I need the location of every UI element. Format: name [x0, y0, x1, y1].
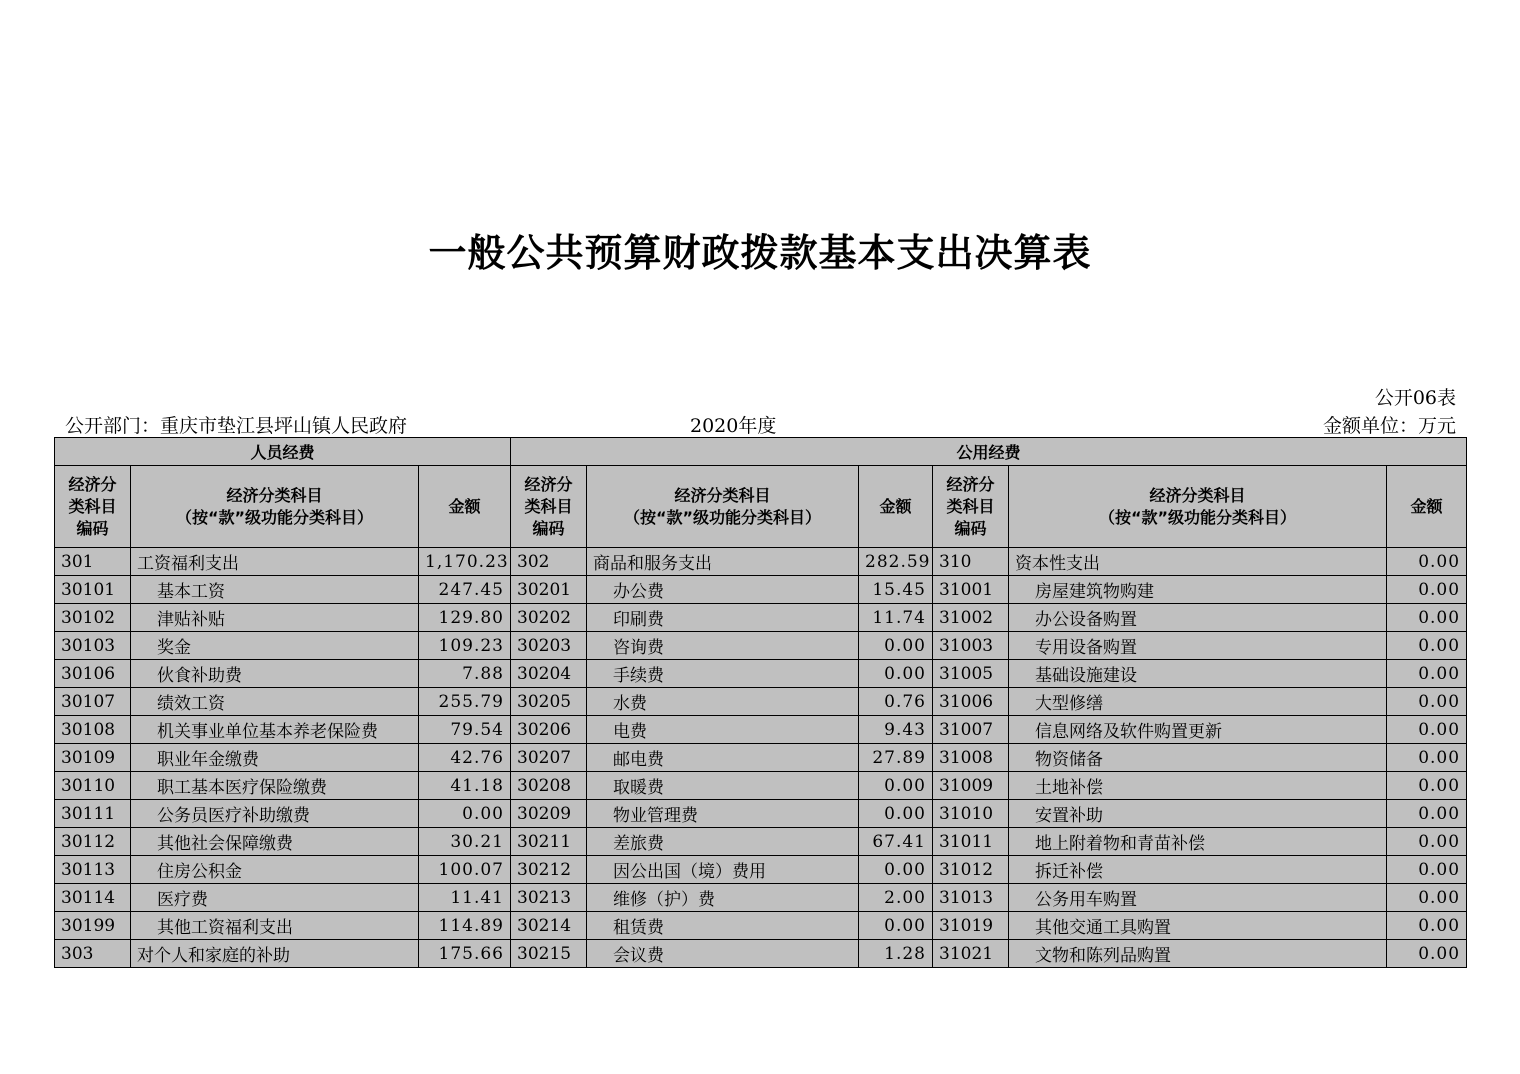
public-code-cell: 30204 — [511, 660, 587, 688]
capital-amount-cell: 0.00 — [1387, 688, 1467, 716]
page-title: 一般公共预算财政拨款基本支出决算表 — [428, 231, 1092, 275]
public-code-cell: 30214 — [511, 912, 587, 940]
personnel-name-cell: 机关事业单位基本养老保险费 — [131, 716, 419, 744]
table-row — [55, 744, 1467, 772]
personnel-name-cell: 伙食补助费 — [131, 660, 419, 688]
table-row — [55, 828, 1467, 856]
col-name-line2: （按“款”级功能分类科目） — [1098, 507, 1297, 527]
col-code-header: 经济分类科目编码 — [933, 466, 1009, 548]
table-row — [55, 688, 1467, 716]
public-code-cell: 30213 — [511, 884, 587, 912]
public-name-cell: 电费 — [587, 716, 859, 744]
table-row — [55, 576, 1467, 604]
capital-amount-cell: 0.00 — [1387, 772, 1467, 800]
table-row — [55, 716, 1467, 744]
personnel-code-cell: 30107 — [55, 688, 131, 716]
department-label: 公开部门：重庆市垫江县坪山镇人民政府 — [65, 415, 408, 437]
capital-name-cell: 土地补偿 — [1009, 772, 1387, 800]
personnel-code-cell: 30110 — [55, 772, 131, 800]
capital-amount-cell: 0.00 — [1387, 576, 1467, 604]
public-code-cell: 30205 — [511, 688, 587, 716]
public-name-cell: 办公费 — [587, 576, 859, 604]
public-amount-cell: 15.45 — [859, 576, 933, 604]
capital-code-cell: 31005 — [933, 660, 1009, 688]
personnel-code-cell: 30102 — [55, 604, 131, 632]
personnel-code-cell: 30106 — [55, 660, 131, 688]
personnel-name-cell: 工资福利支出 — [131, 548, 419, 576]
public-code-cell: 30202 — [511, 604, 587, 632]
unit-label: 金额单位：万元 — [1322, 415, 1456, 437]
public-name-cell: 物业管理费 — [587, 800, 859, 828]
capital-code-cell: 31010 — [933, 800, 1009, 828]
col-code-header: 经济分类科目编码 — [511, 466, 587, 548]
personnel-code-cell: 30109 — [55, 744, 131, 772]
col-amount-header: 金额 — [419, 466, 511, 548]
capital-name-cell: 文物和陈列品购置 — [1009, 940, 1387, 968]
col-amount-header: 金额 — [859, 466, 933, 548]
expenditure-table — [54, 437, 1467, 968]
personnel-amount-cell: 175.66 — [419, 940, 511, 968]
group-header-row — [55, 438, 1467, 466]
personnel-code-cell: 30108 — [55, 716, 131, 744]
personnel-name-cell: 绩效工资 — [131, 688, 419, 716]
public-amount-cell: 67.41 — [859, 828, 933, 856]
personnel-amount-cell: 11.41 — [419, 884, 511, 912]
public-code-cell: 30207 — [511, 744, 587, 772]
table-row — [55, 940, 1467, 968]
personnel-name-cell: 公务员医疗补助缴费 — [131, 800, 419, 828]
capital-code-cell: 31009 — [933, 772, 1009, 800]
personnel-name-cell: 津贴补贴 — [131, 604, 419, 632]
capital-code-cell: 31008 — [933, 744, 1009, 772]
table-row — [55, 856, 1467, 884]
col-amount-header: 金额 — [1387, 466, 1467, 548]
col-name-line1: 经济分类科目 — [226, 485, 323, 505]
capital-name-cell: 安置补助 — [1009, 800, 1387, 828]
table-row — [55, 632, 1467, 660]
year-label: 2020年度 — [690, 415, 777, 437]
capital-name-cell: 专用设备购置 — [1009, 632, 1387, 660]
public-code-cell: 30201 — [511, 576, 587, 604]
personnel-amount-cell: 41.18 — [419, 772, 511, 800]
personnel-name-cell: 住房公积金 — [131, 856, 419, 884]
capital-name-cell: 信息网络及软件购置更新 — [1009, 716, 1387, 744]
capital-code-cell: 31007 — [933, 716, 1009, 744]
table-row — [55, 660, 1467, 688]
capital-code-cell: 31019 — [933, 912, 1009, 940]
form-number: 公开06表 — [1374, 387, 1456, 409]
public-amount-cell: 0.00 — [859, 912, 933, 940]
capital-name-cell: 地上附着物和青苗补偿 — [1009, 828, 1387, 856]
personnel-amount-cell: 129.80 — [419, 604, 511, 632]
personnel-amount-cell: 30.21 — [419, 828, 511, 856]
capital-name-cell: 资本性支出 — [1009, 548, 1387, 576]
capital-name-cell: 大型修缮 — [1009, 688, 1387, 716]
public-amount-cell: 0.00 — [859, 660, 933, 688]
col-name-header — [1009, 466, 1387, 548]
table-row — [55, 604, 1467, 632]
public-amount-cell: 9.43 — [859, 716, 933, 744]
public-code-cell: 30203 — [511, 632, 587, 660]
public-code-cell: 30206 — [511, 716, 587, 744]
personnel-amount-cell: 100.07 — [419, 856, 511, 884]
capital-name-cell: 基础设施建设 — [1009, 660, 1387, 688]
capital-name-cell: 公务用车购置 — [1009, 884, 1387, 912]
col-code-header: 经济分类科目编码 — [55, 466, 131, 548]
table-row — [55, 884, 1467, 912]
public-amount-cell: 0.76 — [859, 688, 933, 716]
public-code-cell: 30209 — [511, 800, 587, 828]
public-name-cell: 手续费 — [587, 660, 859, 688]
personnel-code-cell: 30199 — [55, 912, 131, 940]
col-name-line2: （按“款”级功能分类科目） — [623, 507, 822, 527]
personnel-code-cell: 301 — [55, 548, 131, 576]
capital-amount-cell: 0.00 — [1387, 548, 1467, 576]
capital-name-cell: 房屋建筑物购建 — [1009, 576, 1387, 604]
public-name-cell: 咨询费 — [587, 632, 859, 660]
capital-code-cell: 31003 — [933, 632, 1009, 660]
capital-code-cell: 31011 — [933, 828, 1009, 856]
personnel-name-cell: 其他工资福利支出 — [131, 912, 419, 940]
public-amount-cell: 27.89 — [859, 744, 933, 772]
personnel-amount-cell: 0.00 — [419, 800, 511, 828]
capital-amount-cell: 0.00 — [1387, 744, 1467, 772]
capital-amount-cell: 0.00 — [1387, 856, 1467, 884]
public-amount-cell: 0.00 — [859, 800, 933, 828]
capital-amount-cell: 0.00 — [1387, 660, 1467, 688]
public-amount-cell: 0.00 — [859, 856, 933, 884]
capital-code-cell: 310 — [933, 548, 1009, 576]
public-amount-cell: 282.59 — [859, 548, 933, 576]
capital-name-cell: 其他交通工具购置 — [1009, 912, 1387, 940]
capital-code-cell: 31006 — [933, 688, 1009, 716]
public-code-cell: 30208 — [511, 772, 587, 800]
personnel-amount-cell: 7.88 — [419, 660, 511, 688]
personnel-name-cell: 奖金 — [131, 632, 419, 660]
personnel-code-cell: 30113 — [55, 856, 131, 884]
public-name-cell: 取暖费 — [587, 772, 859, 800]
personnel-code-cell: 30103 — [55, 632, 131, 660]
capital-amount-cell: 0.00 — [1387, 632, 1467, 660]
public-amount-cell: 0.00 — [859, 632, 933, 660]
capital-code-cell: 31021 — [933, 940, 1009, 968]
personnel-name-cell: 对个人和家庭的补助 — [131, 940, 419, 968]
personnel-name-cell: 职工基本医疗保险缴费 — [131, 772, 419, 800]
public-name-cell: 商品和服务支出 — [587, 548, 859, 576]
public-name-cell: 水费 — [587, 688, 859, 716]
capital-amount-cell: 0.00 — [1387, 912, 1467, 940]
capital-amount-cell: 0.00 — [1387, 828, 1467, 856]
personnel-name-cell: 医疗费 — [131, 884, 419, 912]
public-code-cell: 30212 — [511, 856, 587, 884]
personnel-amount-cell: 247.45 — [419, 576, 511, 604]
col-name-line2: （按“款”级功能分类科目） — [175, 507, 374, 527]
public-name-cell: 邮电费 — [587, 744, 859, 772]
capital-name-cell: 物资储备 — [1009, 744, 1387, 772]
public-amount-cell: 2.00 — [859, 884, 933, 912]
personnel-code-cell: 303 — [55, 940, 131, 968]
capital-name-cell: 办公设备购置 — [1009, 604, 1387, 632]
col-name-line1: 经济分类科目 — [674, 485, 771, 505]
group-public: 公用经费 — [511, 438, 1467, 466]
personnel-name-cell: 其他社会保障缴费 — [131, 828, 419, 856]
column-header-row — [55, 466, 1467, 548]
capital-code-cell: 31012 — [933, 856, 1009, 884]
public-name-cell: 维修（护）费 — [587, 884, 859, 912]
capital-amount-cell: 0.00 — [1387, 940, 1467, 968]
public-name-cell: 印刷费 — [587, 604, 859, 632]
col-name-header — [587, 466, 859, 548]
personnel-amount-cell: 1,170.23 — [419, 548, 511, 576]
public-amount-cell: 1.28 — [859, 940, 933, 968]
capital-code-cell: 31013 — [933, 884, 1009, 912]
capital-code-cell: 31002 — [933, 604, 1009, 632]
capital-name-cell: 拆迁补偿 — [1009, 856, 1387, 884]
capital-amount-cell: 0.00 — [1387, 884, 1467, 912]
personnel-amount-cell: 79.54 — [419, 716, 511, 744]
personnel-code-cell: 30114 — [55, 884, 131, 912]
capital-amount-cell: 0.00 — [1387, 604, 1467, 632]
personnel-amount-cell: 42.76 — [419, 744, 511, 772]
personnel-name-cell: 职业年金缴费 — [131, 744, 419, 772]
col-name-line1: 经济分类科目 — [1149, 485, 1246, 505]
public-code-cell: 30215 — [511, 940, 587, 968]
public-amount-cell: 0.00 — [859, 772, 933, 800]
public-name-cell: 因公出国（境）费用 — [587, 856, 859, 884]
public-name-cell: 差旅费 — [587, 828, 859, 856]
col-name-header — [131, 466, 419, 548]
personnel-name-cell: 基本工资 — [131, 576, 419, 604]
capital-code-cell: 31001 — [933, 576, 1009, 604]
table-row — [55, 772, 1467, 800]
public-name-cell: 租赁费 — [587, 912, 859, 940]
public-name-cell: 会议费 — [587, 940, 859, 968]
personnel-amount-cell: 114.89 — [419, 912, 511, 940]
table-row — [55, 548, 1467, 576]
personnel-code-cell: 30101 — [55, 576, 131, 604]
capital-amount-cell: 0.00 — [1387, 800, 1467, 828]
personnel-code-cell: 30111 — [55, 800, 131, 828]
group-personnel: 人员经费 — [55, 438, 511, 466]
capital-amount-cell: 0.00 — [1387, 716, 1467, 744]
personnel-amount-cell: 109.23 — [419, 632, 511, 660]
public-amount-cell: 11.74 — [859, 604, 933, 632]
personnel-amount-cell: 255.79 — [419, 688, 511, 716]
public-code-cell: 302 — [511, 548, 587, 576]
personnel-code-cell: 30112 — [55, 828, 131, 856]
table-row — [55, 912, 1467, 940]
public-code-cell: 30211 — [511, 828, 587, 856]
table-row — [55, 800, 1467, 828]
